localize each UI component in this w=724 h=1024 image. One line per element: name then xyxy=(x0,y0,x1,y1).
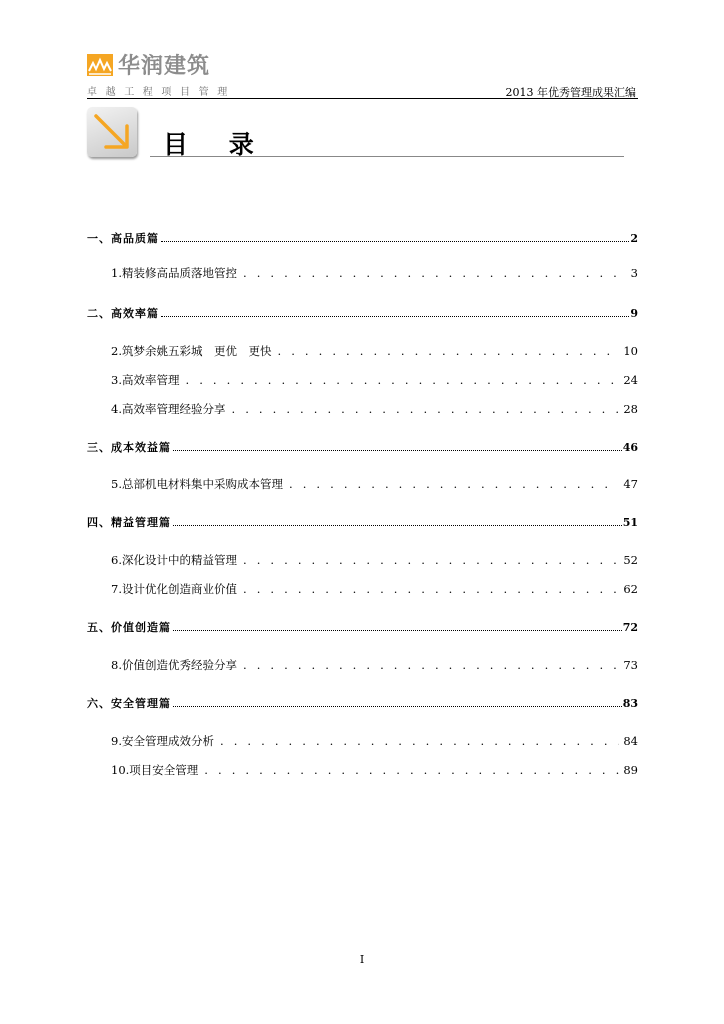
toc-item-label: 5.总部机电材料集中采购成本管理 xyxy=(111,477,283,491)
toc-dot-leader xyxy=(231,402,619,416)
title-divider xyxy=(150,156,624,157)
toc-item-label: 9.安全管理成效分析 xyxy=(111,734,214,748)
toc-chapter-row[interactable] xyxy=(87,230,638,246)
toc-dot-leader xyxy=(220,734,619,748)
toc-page-number: 72 xyxy=(622,621,638,634)
toc-dot-leader xyxy=(204,763,619,777)
toc-page-number: 46 xyxy=(622,441,638,454)
toc-chapter-row[interactable] xyxy=(87,439,638,455)
toc-item-label: 3.高效率管理 xyxy=(111,373,180,387)
toc-dot-leader xyxy=(277,344,619,358)
toc-page-number: 83 xyxy=(622,697,638,710)
toc-page-number: 2 xyxy=(630,232,638,245)
toc-dot-leader xyxy=(173,630,622,631)
toc-page-number: 84 xyxy=(623,734,638,748)
toc-page-number: 51 xyxy=(622,516,638,529)
toc-chapter-label: 一、高品质篇 xyxy=(87,232,159,245)
toc-item-row[interactable] xyxy=(87,343,638,359)
toc-page-number: 28 xyxy=(623,402,638,416)
toc-item-row[interactable] xyxy=(87,581,638,597)
toc-dot-leader xyxy=(185,373,619,387)
toc-chapter-label: 二、高效率篇 xyxy=(87,307,159,320)
toc-dot-leader xyxy=(161,241,629,242)
toc-item-row[interactable] xyxy=(87,552,638,568)
toc-page-number: 24 xyxy=(623,373,638,387)
toc-item-row[interactable] xyxy=(87,657,638,673)
toc-item-row[interactable] xyxy=(87,762,638,778)
toc-dot-leader xyxy=(173,706,622,707)
document-title: 2013 年优秀管理成果汇编 xyxy=(505,86,636,99)
toc-dot-leader xyxy=(243,658,619,672)
toc-chapter-row[interactable] xyxy=(87,695,638,711)
toc-item-label: 7.设计优化创造商业价值 xyxy=(111,582,237,596)
toc-dot-leader xyxy=(243,266,627,280)
toc-dot-leader xyxy=(243,582,619,596)
toc-page-number: 9 xyxy=(630,307,638,320)
footer-page-number: I xyxy=(359,953,365,966)
toc-item-row[interactable] xyxy=(87,476,638,492)
toc-item-row[interactable] xyxy=(87,265,638,281)
toc-page-number: 10 xyxy=(623,344,638,358)
toc-dot-leader xyxy=(173,450,622,451)
toc-page-number: 62 xyxy=(623,582,638,596)
page-title: 目 录 xyxy=(163,130,270,159)
toc-chapter-row[interactable] xyxy=(87,305,638,321)
logo-icon xyxy=(87,54,113,76)
toc-dot-leader xyxy=(289,477,619,491)
arrow-down-right-icon xyxy=(87,107,137,157)
toc-dot-leader xyxy=(173,525,622,526)
toc-page-number: 89 xyxy=(623,763,638,777)
toc-page-number: 3 xyxy=(630,266,638,280)
toc-page-number: 47 xyxy=(623,477,638,491)
toc-chapter-label: 三、成本效益篇 xyxy=(87,441,171,454)
toc-item-row[interactable] xyxy=(87,372,638,388)
toc-item-label: 8.价值创造优秀经验分享 xyxy=(111,658,237,672)
toc-item-row[interactable] xyxy=(87,401,638,417)
toc-page-number: 52 xyxy=(623,553,638,567)
brand-slogan: 卓越工程项目管理 xyxy=(87,87,236,98)
toc-item-label: 10.项目安全管理 xyxy=(111,763,199,777)
toc-chapter-label: 五、价值创造篇 xyxy=(87,621,171,634)
toc-dot-leader xyxy=(161,316,629,317)
toc-item-label: 1.精装修高品质落地管控 xyxy=(111,266,237,280)
toc-item-label: 2.筑梦余姚五彩城 更优 更快 xyxy=(111,344,272,358)
header-divider xyxy=(87,98,638,99)
toc-page-number: 73 xyxy=(623,658,638,672)
brand-name: 华润建筑 xyxy=(118,54,211,79)
toc-item-row[interactable] xyxy=(87,733,638,749)
toc-chapter-label: 六、安全管理篇 xyxy=(87,697,171,710)
toc-chapter-label: 四、精益管理篇 xyxy=(87,516,171,529)
toc-dot-leader xyxy=(243,553,619,567)
toc-chapter-row[interactable] xyxy=(87,619,638,635)
toc-chapter-row[interactable] xyxy=(87,514,638,530)
toc-item-label: 6.深化设计中的精益管理 xyxy=(111,553,237,567)
toc-item-label: 4.高效率管理经验分享 xyxy=(111,402,226,416)
